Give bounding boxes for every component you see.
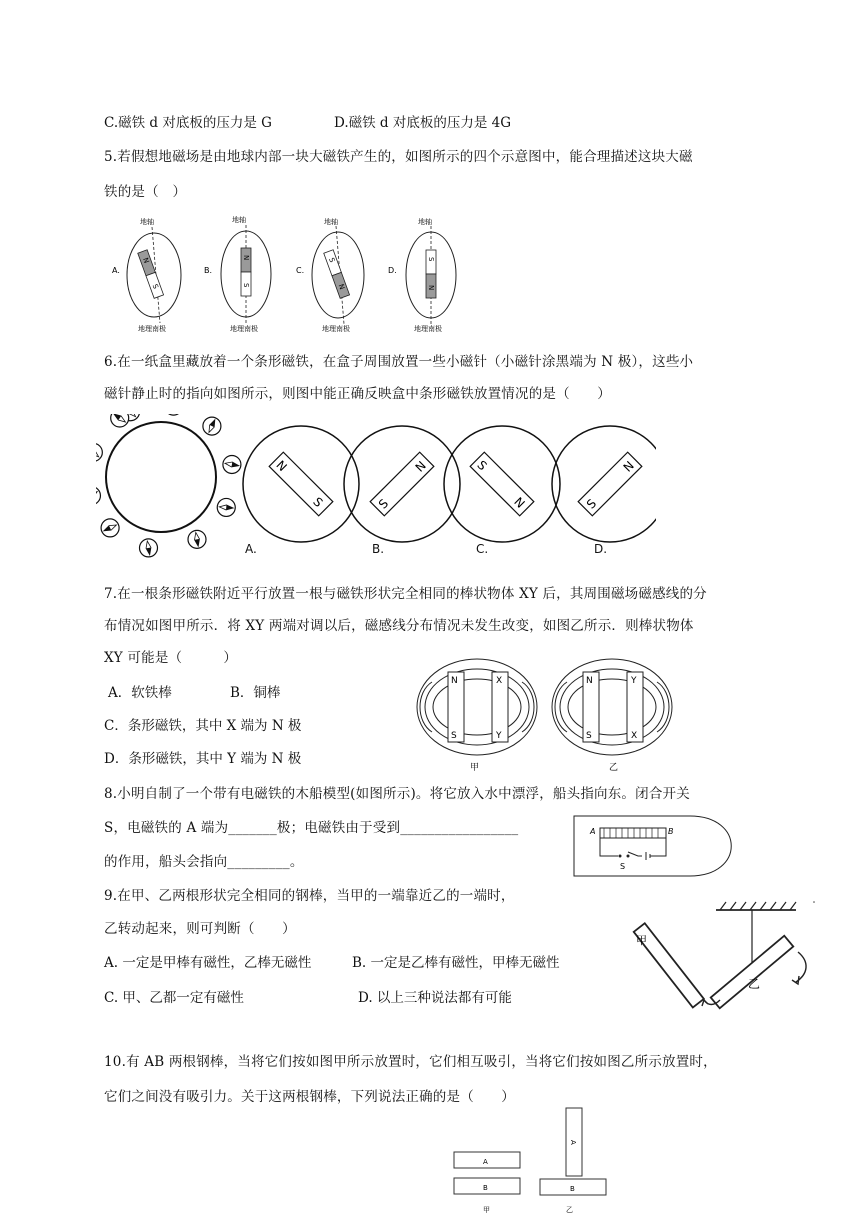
q5-diagram-c bbox=[296, 217, 364, 333]
q9-label-yi: 乙 bbox=[748, 977, 761, 991]
q6-stem-line1: 6.在一纸盒里藏放着一个条形磁铁，在盒子周围放置一些小磁针（小磁针涂黑端为 N 极），这些小 bbox=[104, 354, 694, 370]
q5-diagram-a bbox=[112, 217, 181, 333]
q7-option-c: C．条形磁铁，其中 X 端为 N 极 bbox=[104, 718, 302, 734]
q8-stem-line2: S，电磁铁的 A 端为_______极；电磁铁由于受到_________________ bbox=[104, 820, 519, 836]
q10-label-jia: 甲 bbox=[483, 1206, 490, 1214]
q7-stem-line3: XY 可能是（ ） bbox=[104, 650, 238, 666]
q5-n-d: N bbox=[427, 285, 435, 291]
q5-axis-label-b: 地轴 bbox=[232, 216, 246, 224]
q5-n-a: N bbox=[141, 256, 151, 265]
q7-yi-s: S bbox=[586, 731, 592, 741]
q6-compass-box bbox=[96, 414, 241, 557]
q5-stem-line1: 5.若假想地磁场是由地球内部一块大磁铁产生的，如图所示的四个示意图中，能合理描述这块大磁 bbox=[104, 149, 693, 165]
q7-yi-n: N bbox=[586, 676, 593, 686]
q5-figure bbox=[104, 210, 474, 334]
q5-diagram-d bbox=[388, 217, 456, 333]
q6-stem-line2: 磁针静止时的指向如图所示，则图中能正确反映盒中条形磁铁放置情况的是（ ） bbox=[104, 386, 611, 402]
q5-stem-line2: 铁的是（ ） bbox=[104, 184, 187, 200]
q7-label-jia: 甲 bbox=[470, 763, 480, 773]
q5-label-d: D. bbox=[388, 266, 397, 275]
q10-figure bbox=[448, 1106, 618, 1216]
small-compass bbox=[96, 443, 102, 461]
q7-jia-x: X bbox=[496, 676, 503, 686]
q7-option-a: A．软铁棒 bbox=[108, 685, 172, 701]
q9-option-d: D. 以上三种说法都有可能 bbox=[358, 990, 512, 1006]
q5-label-b: B. bbox=[204, 266, 213, 275]
q10-jia-label-a: A bbox=[483, 1158, 488, 1166]
q7-jia-y: Y bbox=[496, 731, 502, 741]
q5-axis-label-d: 地轴 bbox=[418, 218, 432, 226]
q6-label-d: D. bbox=[594, 542, 608, 556]
q6-a-s: S bbox=[310, 494, 326, 510]
q5-pole-label-b: 地理南极 bbox=[230, 325, 258, 333]
q5-axis-label-c: 地轴 bbox=[324, 218, 338, 226]
q9-option-a: A. 一定是甲棒有磁性，乙棒无磁性 bbox=[104, 955, 312, 971]
q6-b-n: N bbox=[412, 458, 429, 475]
q10-stem-line2: 它们之间没有吸引力。关于这两根钢棒，下列说法正确的是（ ） bbox=[104, 1089, 515, 1105]
q6-label-a: A. bbox=[245, 542, 257, 556]
q8-stem-line1: 8.小明自制了一个带有电磁铁的木船模型(如图所示)。将它放入水中漂浮，船头指向东。闭合开关 bbox=[104, 786, 690, 802]
q6-option-b bbox=[344, 426, 460, 542]
q5-s-d: S bbox=[427, 257, 435, 262]
q7-jia-s: S bbox=[451, 731, 457, 741]
q6-option-a bbox=[243, 426, 359, 542]
q5-label-a: A. bbox=[112, 266, 120, 275]
q6-b-s: S bbox=[375, 496, 392, 512]
q8-boat-figure bbox=[570, 812, 750, 882]
q4-option-c: C.磁铁 d 对底板的压力是 G bbox=[104, 115, 272, 131]
q8-label-a: A bbox=[590, 827, 596, 836]
q5-axis-label-a: 地轴 bbox=[140, 218, 154, 226]
q7-option-b: B．铜棒 bbox=[230, 685, 281, 701]
q6-d-s: S bbox=[583, 496, 600, 512]
q5-s-c: S bbox=[327, 256, 337, 264]
q5-n-b: N bbox=[242, 255, 250, 261]
q6-label-b: B. bbox=[372, 542, 385, 556]
q5-n-c: N bbox=[336, 283, 346, 291]
q6-small-compasses bbox=[96, 414, 241, 557]
q9-stem-line1: 9.在甲、乙两根形状完全相同的钢棒，当甲的一端靠近乙的一端时， bbox=[104, 888, 515, 904]
q9-figure bbox=[628, 896, 824, 1012]
q9-stem-line2: 乙转动起来，则可判断（ ） bbox=[104, 921, 296, 937]
q10-jia-label-b: B bbox=[483, 1184, 488, 1192]
q5-s-a: S bbox=[150, 283, 160, 290]
q5-label-c: C. bbox=[296, 266, 305, 275]
q7-yi-y: Y bbox=[631, 676, 637, 686]
q7-jia-n: N bbox=[451, 676, 458, 686]
q6-c-n: N bbox=[511, 494, 528, 511]
q9-label-jia: 甲 bbox=[636, 934, 647, 947]
q10-yi-label-b: B bbox=[570, 1185, 575, 1193]
q7-stem-line1: 7.在一根条形磁铁附近平行放置一根与磁铁形状完全相同的棒状物体 XY 后，其周围磁场磁感线的分 bbox=[104, 586, 707, 602]
q6-a-n: N bbox=[273, 457, 290, 475]
q8-stem-line3: 的作用，船头会指向_________。 bbox=[104, 854, 304, 870]
q10-label-yi: 乙 bbox=[566, 1206, 573, 1214]
q7-label-yi: 乙 bbox=[609, 763, 619, 773]
q5-diagram-b bbox=[204, 215, 271, 333]
q7-diagram-yi bbox=[552, 659, 672, 755]
q9-option-c: C. 甲、乙都一定有磁性 bbox=[104, 990, 244, 1006]
q4-option-d: D.磁铁 d 对底板的压力是 4G bbox=[334, 115, 512, 131]
q6-option-d bbox=[552, 426, 656, 542]
q9-option-b: B. 一定是乙棒有磁性，甲棒无磁性 bbox=[352, 955, 560, 971]
q6-c-s: S bbox=[474, 457, 490, 474]
q10-stem-line1: 10.有 AB 两根钢棒，当将它们按如图甲所示放置时，它们相互吸引，当将它们按如图乙所示放置时， bbox=[104, 1054, 717, 1070]
q5-s-b: S bbox=[242, 283, 250, 288]
q7-stem-line2: 布情况如图甲所示．将 XY 两端对调以后，磁感线分布情况未发生改变，如图乙所示．则棒状物体 bbox=[104, 618, 694, 634]
small-compass bbox=[165, 414, 183, 415]
q5-pole-label-a: 地理南极 bbox=[138, 325, 166, 333]
q5-pole-label-c: 地理南极 bbox=[322, 325, 350, 333]
q7-option-d: D．条形磁铁，其中 Y 端为 N 极 bbox=[104, 751, 302, 767]
small-compass bbox=[96, 487, 100, 505]
q5-pole-label-d: 地理南极 bbox=[414, 325, 442, 333]
q6-option-c bbox=[444, 426, 560, 542]
q8-label-s: S bbox=[620, 862, 626, 871]
q8-label-b: B bbox=[668, 827, 674, 836]
q6-d-n: N bbox=[620, 458, 637, 475]
q7-yi-x: X bbox=[631, 731, 638, 741]
q7-figure bbox=[412, 652, 682, 774]
q6-label-c: C. bbox=[476, 542, 489, 556]
q7-diagram-jia bbox=[417, 659, 537, 755]
q10-yi-label-a: A bbox=[569, 1140, 577, 1145]
